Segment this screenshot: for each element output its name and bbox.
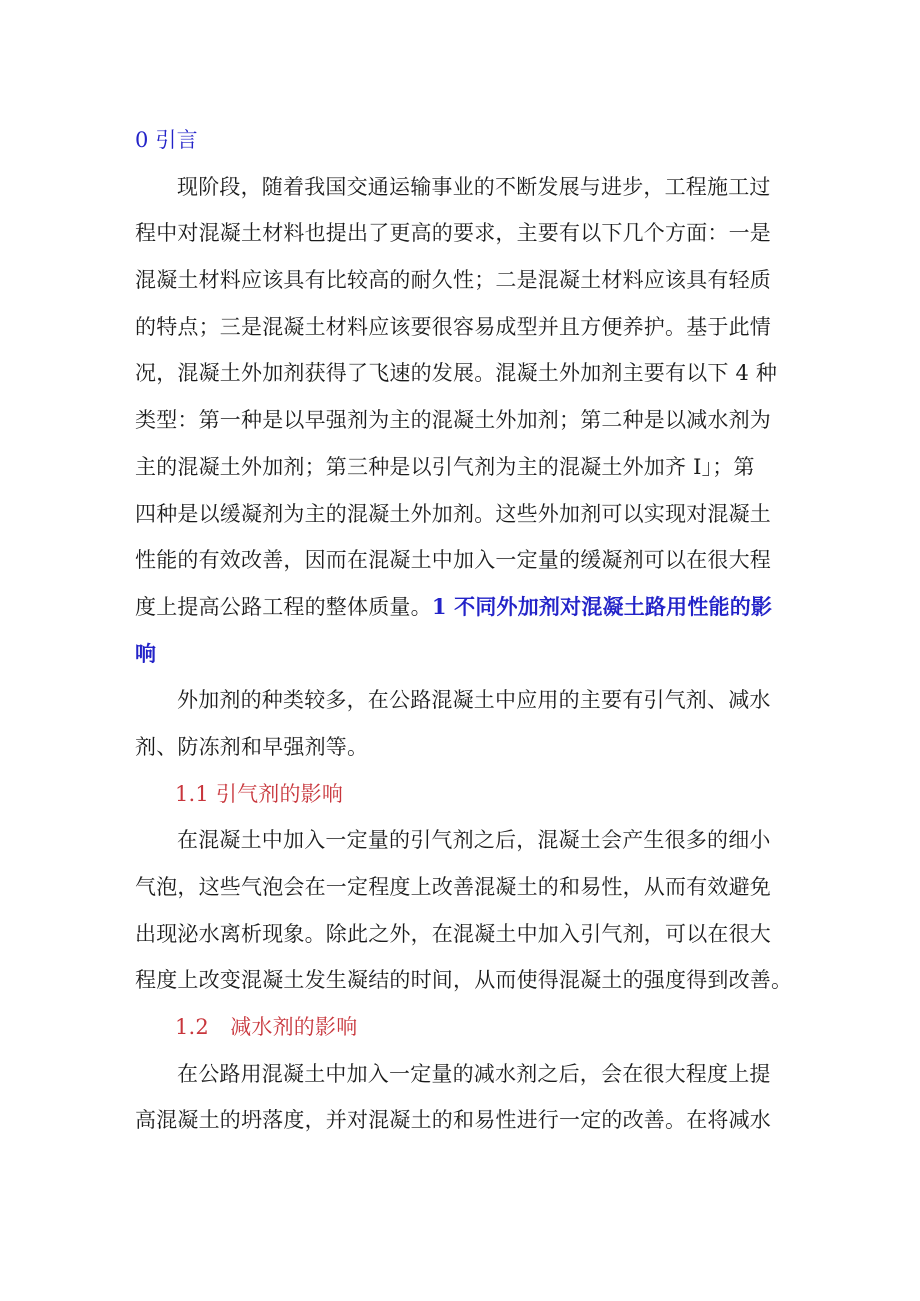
intro-line-3: 混凝土材料应该具有比较高的耐久性；二是混凝土材料应该具有轻质 (135, 268, 771, 293)
intro-line-4: 的特点；三是混凝土材料应该要很容易成型并且方便养护。基于此情 (135, 314, 771, 339)
document-page (135, 117, 793, 1144)
intro-line-10 (135, 584, 790, 631)
section-1-2-line-1: 在公路用混凝土中加入一定量的减水剂之后，会在很大程度上提 (177, 1061, 771, 1086)
heading-introduction: 0 引言 (135, 128, 198, 152)
intro-last-text: 度上提高公路工程的整体质量。 (135, 594, 432, 619)
heading-section-1-1: 1.1 引气剂的影响 (175, 781, 344, 806)
intro-line-1: 现阶段，随着我国交通运输事业的不断发展与进步，工程施工过 (177, 174, 771, 199)
section-1-2-line-2: 高混凝土的坍落度，并对混凝土的和易性进行一定的改善。在将减水 (135, 1108, 771, 1133)
intro-line-7: 主的混凝土外加剂；第三种是以引气剂为主的混凝土外加齐 I」；第 (135, 454, 755, 479)
heading-section-1-2: 1.2 减水剂的影响 (175, 1015, 358, 1040)
intro-line-8: 四种是以缓凝剂为主的混凝土外加剂。这些外加剂可以实现对混凝土 (135, 501, 771, 526)
heading-section-1: 1 不同外加剂对混凝土路用性能的影 (431, 593, 773, 619)
section-1-1-line-2: 气泡，这些气泡会在一定程度上改善混凝土的和易性，从而有效避免 (135, 875, 771, 899)
section-1-1-line-3: 出现泌水离析现象。除此之外，在混凝土中加入引气剂，可以在很大 (135, 921, 771, 946)
intro-line-5: 况，混凝土外加剂获得了飞速的发展。混凝土外加剂主要有以下 4 种 (135, 361, 778, 386)
intro-line-6: 类型：第一种是以早强剂为主的混凝土外加剂；第二种是以减水剂为 (135, 408, 771, 433)
section-1-line-2: 剂、防冻剂和早强剂等。 (135, 734, 369, 759)
section-1-line-1: 外加剂的种类较多，在公路混凝土中应用的主要有引气剂、减水 (177, 688, 771, 713)
heading-section-1-continued: 响 (135, 640, 157, 666)
section-1-1-line-4: 程度上改变混凝土发生凝结的时间，从而使得混凝土的强度得到改善。 (135, 968, 793, 993)
section-1-1-line-1: 在混凝土中加入一定量的引气剂之后，混凝土会产生很多的细小 (177, 828, 771, 853)
intro-line-2: 程中对混凝土材料也提出了更高的要求，主要有以下几个方面：一是 (135, 221, 771, 246)
intro-line-9: 性能的有效改善，因而在混凝土中加入一定量的缓凝剂可以在很大程 (135, 548, 771, 573)
